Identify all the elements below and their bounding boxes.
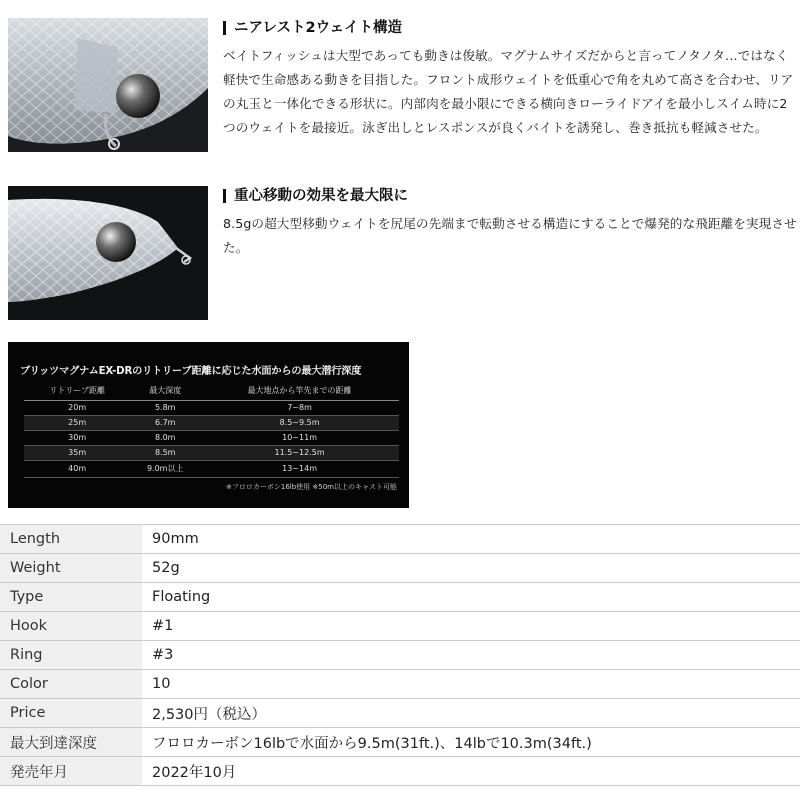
- spec-key: Ring: [0, 641, 142, 670]
- depth-cell: 8.5~9.5m: [200, 416, 399, 431]
- depth-cell: 8.0m: [130, 431, 200, 446]
- depth-cell: 20m: [24, 401, 130, 416]
- depth-header-retrieve: リトリーブ距離: [24, 382, 130, 401]
- depth-table-header-row: [24, 382, 399, 401]
- depth-cell: 40m: [24, 461, 130, 478]
- spec-key: Length: [0, 525, 142, 554]
- depth-cell: 25m: [24, 416, 130, 431]
- feature-heading-text: 重心移動の効果を最大限に: [234, 188, 408, 204]
- spec-row: [0, 699, 800, 728]
- spec-key: Weight: [0, 554, 142, 583]
- spec-table: [0, 524, 800, 786]
- spec-value: 52g: [142, 554, 800, 583]
- feature-section-weight-structure: [8, 18, 794, 168]
- feature-heading: [223, 18, 798, 38]
- spec-key: Color: [0, 670, 142, 699]
- spec-row: [0, 612, 800, 641]
- depth-table-row: [24, 461, 399, 478]
- depth-table-row: [24, 446, 399, 461]
- depth-cell: 10~11m: [200, 431, 399, 446]
- spec-row: [0, 728, 800, 757]
- depth-cell: 5.8m: [130, 401, 200, 416]
- depth-table-row: [24, 401, 399, 416]
- feature-body: ベイトフィッシュは大型であっても動きは俊敏。マグナムサイズだからと言ってノタノタ…ではなく軽快で生命感ある動きを目指した。フロント成形ウェイトを低重心で角を丸めて高さを合わせ、リアの丸玉と一体化できる形状に。内部肉を最小限にできる横向きローライドアイを最小しスイム時に2つのウェイトを最接近。泳ぎ出しとレスポンスが良くバイトを誘発し、巻き抵抗も軽減させた。: [223, 48, 794, 135]
- spec-key: 発売年月: [0, 757, 142, 786]
- depth-chart-note: ※フロロカーボン16lb使用 ※50m以上のキャスト可能: [226, 483, 397, 491]
- feature-heading-text: ニアレスト2ウェイト構造: [234, 20, 402, 36]
- depth-header-max-depth: 最大深度: [130, 382, 200, 401]
- lure-tail-image: [8, 186, 208, 320]
- spec-value: #3: [142, 641, 800, 670]
- spec-row: [0, 670, 800, 699]
- depth-table: [24, 382, 399, 478]
- depth-cell: 35m: [24, 446, 130, 461]
- spec-value: フロロカーボン16lbで水面から9.5m(31ft.)、14lbで10.3m(34ft.): [142, 728, 800, 757]
- spec-key: 最大到達深度: [0, 728, 142, 757]
- depth-chart-title: ブリッツマグナムEX-DRのリトリーブ距離に応じた水面からの最大潜行深度: [20, 366, 362, 377]
- lure-tail-photo: [8, 186, 208, 320]
- depth-cell: 11.5~12.5m: [200, 446, 399, 461]
- heading-bar: [223, 189, 226, 203]
- spec-value: 2022年10月: [142, 757, 800, 786]
- heading-bar: [223, 21, 226, 35]
- depth-cell: 7~8m: [200, 401, 399, 416]
- feature-text: [223, 186, 798, 260]
- depth-table-row: [24, 416, 399, 431]
- spec-row: [0, 525, 800, 554]
- spec-value: 10: [142, 670, 800, 699]
- spec-value: 90mm: [142, 525, 800, 554]
- spec-value: #1: [142, 612, 800, 641]
- feature-section-weight-transfer: [8, 186, 797, 326]
- spec-value: 2,530円（税込）: [142, 699, 800, 728]
- depth-table-row: [24, 431, 399, 446]
- spec-row: [0, 554, 800, 583]
- spec-row: [0, 757, 800, 786]
- spec-key: Hook: [0, 612, 142, 641]
- feature-body: 8.5gの超大型移動ウェイトを尻尾の先端まで転動させる構造にすることで爆発的な飛距離を実現させた。: [223, 216, 797, 255]
- spec-row: [0, 641, 800, 670]
- depth-cell: 6.7m: [130, 416, 200, 431]
- lure-cutaway-image: [8, 18, 208, 152]
- spec-value: Floating: [142, 583, 800, 612]
- depth-cell: 9.0m以上: [130, 461, 200, 478]
- depth-header-distance: 最大地点から竿先までの距離: [200, 382, 399, 401]
- spec-key: Type: [0, 583, 142, 612]
- lure-weight-photo: [8, 18, 208, 152]
- depth-cell: 13~14m: [200, 461, 399, 478]
- spec-row: [0, 583, 800, 612]
- spec-key: Price: [0, 699, 142, 728]
- depth-cell: 8.5m: [130, 446, 200, 461]
- feature-text: [223, 18, 798, 140]
- feature-heading: [223, 186, 798, 206]
- depth-cell: 30m: [24, 431, 130, 446]
- depth-chart-panel: [8, 342, 409, 508]
